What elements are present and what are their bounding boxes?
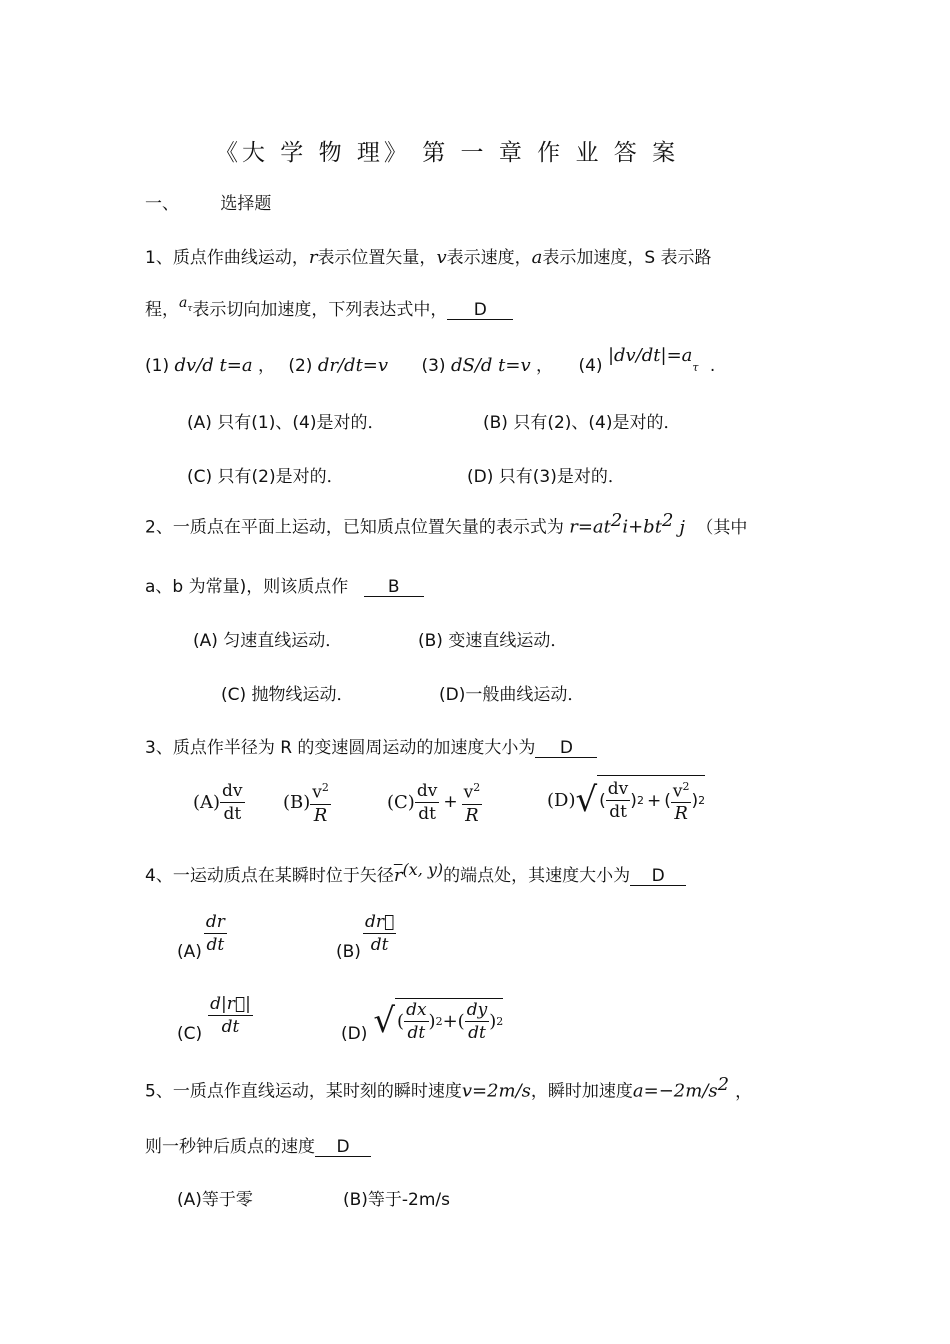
radicand bbox=[597, 775, 705, 826]
acceleration-expr: a=−2m/s bbox=[632, 1080, 718, 1102]
q2-option-a: (A) 匀速直线运动． bbox=[193, 631, 343, 651]
numerator: dv bbox=[416, 780, 438, 801]
fraction bbox=[220, 780, 245, 825]
option-label: (A) bbox=[177, 942, 202, 962]
square-root bbox=[373, 998, 503, 1044]
q4-text: 4、一运动质点在某瞬时位于矢径 bbox=[145, 866, 394, 886]
q5-line1 bbox=[145, 1074, 752, 1102]
q4-option-d bbox=[341, 980, 503, 1044]
q2-formula: r=at bbox=[569, 516, 611, 538]
denominator: dt bbox=[418, 803, 436, 824]
q5-line2 bbox=[145, 1132, 371, 1157]
option-label: (D) bbox=[341, 1024, 368, 1044]
q1-answer: D bbox=[447, 301, 513, 320]
q2-option-c: (C) 抛物线运动． bbox=[221, 685, 354, 705]
q1-text: 程， bbox=[145, 300, 179, 320]
paren: ) bbox=[630, 790, 637, 811]
symbol-a: a bbox=[531, 247, 543, 268]
q5-answer: D bbox=[315, 1138, 371, 1157]
q1-line1 bbox=[145, 243, 712, 268]
denominator: dt bbox=[206, 935, 225, 955]
coordinates: (x, y) bbox=[402, 860, 444, 879]
denominator: R bbox=[674, 803, 688, 825]
option-label: (A) bbox=[193, 791, 221, 813]
fraction bbox=[465, 999, 490, 1044]
option-label: (C) bbox=[177, 1024, 203, 1044]
paren: ) bbox=[691, 790, 699, 811]
square-root bbox=[575, 775, 705, 826]
expr-label: (3) bbox=[421, 356, 446, 376]
denominator: R bbox=[465, 804, 479, 826]
numerator: dr⃗ bbox=[364, 912, 395, 932]
q3-text: 3、质点作半径为 R 的变速圆周运动的加速度大小为 bbox=[145, 738, 536, 758]
expr-label: (4) bbox=[578, 356, 603, 376]
q3-option-c bbox=[387, 776, 482, 828]
numerator: v bbox=[463, 782, 474, 803]
q5-text: ，瞬时加速度 bbox=[530, 1081, 633, 1102]
period: . bbox=[709, 356, 716, 376]
q4-answer: D bbox=[630, 867, 686, 886]
symbol-a-tau: a bbox=[179, 295, 188, 311]
paren: ( bbox=[599, 790, 606, 811]
q5-text: ， bbox=[735, 1081, 753, 1102]
fraction bbox=[606, 778, 631, 823]
symbol-r: r bbox=[308, 247, 318, 268]
fraction bbox=[363, 911, 396, 956]
q2-formula: i+bt bbox=[622, 516, 662, 538]
radical-sign: √ bbox=[373, 1001, 396, 1041]
q1-option-d: (D) 只有(3)是对的． bbox=[467, 467, 625, 487]
paren: ( bbox=[457, 1011, 465, 1032]
q1-text: 1、质点作曲线运动， bbox=[145, 248, 309, 268]
q2-answer: B bbox=[364, 578, 424, 597]
paren: ) bbox=[489, 1011, 497, 1032]
numerator: v bbox=[672, 781, 683, 802]
expr-4: |dv/dt|=a bbox=[607, 345, 693, 366]
exponent: 2 bbox=[698, 794, 706, 807]
q5-option-b: (B)等于-2m/s bbox=[343, 1190, 451, 1210]
fraction bbox=[462, 777, 483, 827]
q1-option-b: (B) 只有(2)、(4)是对的． bbox=[483, 413, 681, 433]
velocity-expr: v=2m/s bbox=[461, 1080, 531, 1102]
separator: ， bbox=[257, 356, 275, 376]
exponent: 2 bbox=[321, 781, 329, 795]
q2-line2 bbox=[145, 572, 424, 597]
denominator: dt bbox=[223, 803, 242, 824]
exponent: 2 bbox=[496, 1015, 504, 1028]
expr-2: dr/dt=v bbox=[317, 355, 389, 376]
q5-text: 则一秒钟后质点的速度 bbox=[145, 1137, 315, 1157]
q1-option-a: (A) 只有(1)、(4)是对的． bbox=[187, 413, 385, 433]
q1-text: 表示切向加速度，下列表达式中， bbox=[192, 300, 448, 320]
q2-text: a、b 为常量)，则该质点作 bbox=[145, 577, 349, 597]
expr-label: (1) bbox=[145, 356, 170, 376]
exponent: 2 bbox=[473, 781, 481, 795]
numerator: v bbox=[312, 782, 322, 803]
q2-line1 bbox=[145, 510, 747, 538]
q4-option-c bbox=[177, 984, 253, 1044]
q3-answer: D bbox=[535, 739, 597, 758]
exponent: 2 bbox=[682, 779, 690, 793]
paren: ( bbox=[664, 790, 671, 811]
q1-line2 bbox=[145, 295, 513, 320]
q1-text: 表示位置矢量， bbox=[317, 248, 437, 268]
exponent: 2 bbox=[636, 794, 644, 807]
symbol-tau: τ bbox=[187, 304, 193, 314]
expr-4-sub: τ bbox=[692, 361, 699, 374]
option-label: (B) bbox=[336, 942, 361, 962]
exponent: 2 bbox=[717, 1074, 730, 1095]
exponent: 2 bbox=[661, 510, 674, 531]
q5-text: 5、一质点作直线运动，某时刻的瞬时速度 bbox=[145, 1081, 462, 1102]
q2-option-b: (B) 变速直线运动． bbox=[418, 631, 568, 651]
fraction bbox=[208, 993, 253, 1038]
q3-option-d bbox=[547, 772, 705, 828]
symbol-v: v bbox=[436, 247, 447, 268]
q4-option-a bbox=[177, 902, 227, 962]
denominator: dt bbox=[221, 1017, 240, 1037]
q3-option-b bbox=[283, 776, 331, 828]
q2-text: 2、一质点在平面上运动，已知质点位置矢量的表示式为 bbox=[145, 517, 564, 538]
page-title: 《大 学 物 理》 第 一 章 作 业 答 案 bbox=[215, 140, 680, 166]
paren: ) bbox=[428, 1011, 436, 1032]
numerator: dy bbox=[466, 1000, 488, 1020]
plus: + bbox=[443, 792, 458, 812]
q4-option-b bbox=[336, 902, 396, 962]
q5-option-a: (A)等于零 bbox=[177, 1190, 253, 1210]
paren: ( bbox=[397, 1011, 405, 1032]
denominator: dt bbox=[407, 1023, 426, 1043]
denominator: dt bbox=[468, 1023, 486, 1043]
radical-sign: √ bbox=[575, 780, 598, 820]
section-label: 选择题 bbox=[220, 194, 272, 214]
fraction bbox=[404, 999, 428, 1044]
fraction bbox=[415, 780, 440, 825]
separator: ， bbox=[536, 356, 554, 376]
denominator: dt bbox=[370, 935, 389, 955]
q4-line1 bbox=[145, 860, 686, 886]
fraction bbox=[310, 777, 331, 827]
q4-text: 的端点处，其速度大小为 bbox=[443, 866, 631, 886]
fraction bbox=[204, 911, 227, 956]
option-label: (B) bbox=[283, 791, 311, 813]
fraction bbox=[671, 776, 692, 826]
q1-text: 表示速度， bbox=[446, 248, 532, 268]
q2-option-d: (D)一般曲线运动． bbox=[439, 685, 585, 705]
q2-formula: j bbox=[679, 516, 685, 538]
q1-option-c: (C) 只有(2)是对的． bbox=[187, 467, 344, 487]
denominator: dt bbox=[609, 802, 627, 822]
q1-text: 表示加速度，S 表示路 bbox=[542, 248, 712, 268]
numerator: dr bbox=[205, 912, 225, 932]
plus: + bbox=[646, 790, 662, 811]
section-number: 一、 bbox=[145, 194, 179, 214]
radicand bbox=[395, 998, 503, 1044]
numerator: d|r⃗| bbox=[210, 994, 251, 1014]
plus: + bbox=[442, 1011, 458, 1032]
q1-expressions bbox=[145, 345, 715, 376]
q3-option-a bbox=[193, 776, 245, 828]
section-heading bbox=[145, 189, 271, 214]
numerator: dx bbox=[406, 1000, 427, 1020]
expr-3: dS/d t=v bbox=[450, 355, 531, 376]
numerator: dv bbox=[607, 779, 629, 799]
option-label: (D) bbox=[547, 789, 576, 811]
q3-line1 bbox=[145, 733, 597, 758]
exponent: 2 bbox=[610, 510, 623, 531]
symbol-r-vector: $\overline{r}$ bbox=[393, 865, 403, 886]
expr-label: (2) bbox=[288, 356, 313, 376]
numerator: dv bbox=[222, 780, 243, 801]
expr-1: dv/d t=a bbox=[174, 355, 253, 376]
denominator: R bbox=[313, 804, 328, 826]
q2-text: （其中 bbox=[696, 517, 748, 538]
exponent: 2 bbox=[435, 1015, 443, 1028]
option-label: (C) bbox=[387, 791, 415, 813]
